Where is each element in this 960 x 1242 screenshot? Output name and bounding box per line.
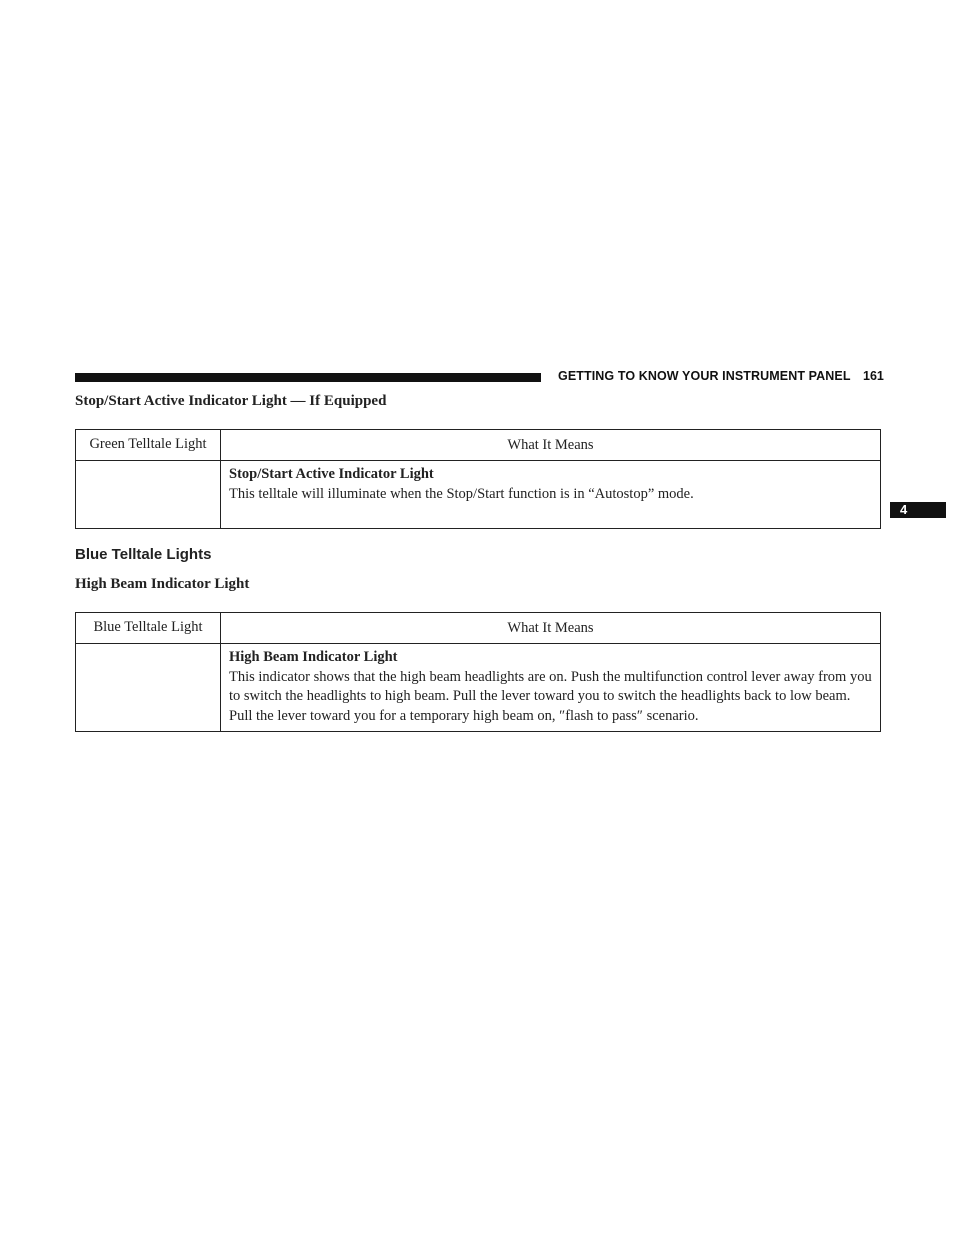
table-header-row xyxy=(76,613,881,644)
telltale-description: This telltale will illuminate when the Stop/Start function is in “Autostop” mode. xyxy=(229,485,694,502)
section-heading-high-beam: High Beam Indicator Light xyxy=(75,576,250,592)
column-header-what-it-means: What It Means xyxy=(221,430,881,461)
telltale-description: This indicator shows that the high beam headlights are on. Push the multifunction control lever away from you to switch the headlights to high beam. Pull the lever toward you to switch the headlights back to low beam. Pull the lever toward you for a temporary high beam on, ″flash to pass″ scenario. xyxy=(229,668,872,724)
telltale-description-cell xyxy=(221,644,881,732)
telltale-name: High Beam Indicator Light xyxy=(229,649,398,665)
running-header-title: GETTING TO KNOW YOUR INSTRUMENT PANEL xyxy=(558,369,851,383)
column-header-green-telltale: Green Telltale Light xyxy=(76,430,221,461)
telltale-icon-cell xyxy=(76,461,221,529)
telltale-name: Stop/Start Active Indicator Light xyxy=(229,466,434,482)
table-header-row xyxy=(76,430,881,461)
header-rule xyxy=(75,373,541,382)
page-number: 161 xyxy=(863,369,884,383)
telltale-icon-cell xyxy=(76,644,221,732)
table-row xyxy=(76,461,881,529)
telltale-description-cell xyxy=(221,461,881,529)
high-beam-telltale-table xyxy=(75,612,881,732)
column-header-blue-telltale: Blue Telltale Light xyxy=(76,613,221,644)
stop-start-telltale-table xyxy=(75,429,881,529)
section-heading-stop-start: Stop/Start Active Indicator Light — If Equipped xyxy=(75,393,387,409)
category-heading-blue-telltales: Blue Telltale Lights xyxy=(75,546,212,563)
table-row xyxy=(76,644,881,732)
chapter-tab: 4 xyxy=(890,502,946,518)
column-header-what-it-means: What It Means xyxy=(221,613,881,644)
